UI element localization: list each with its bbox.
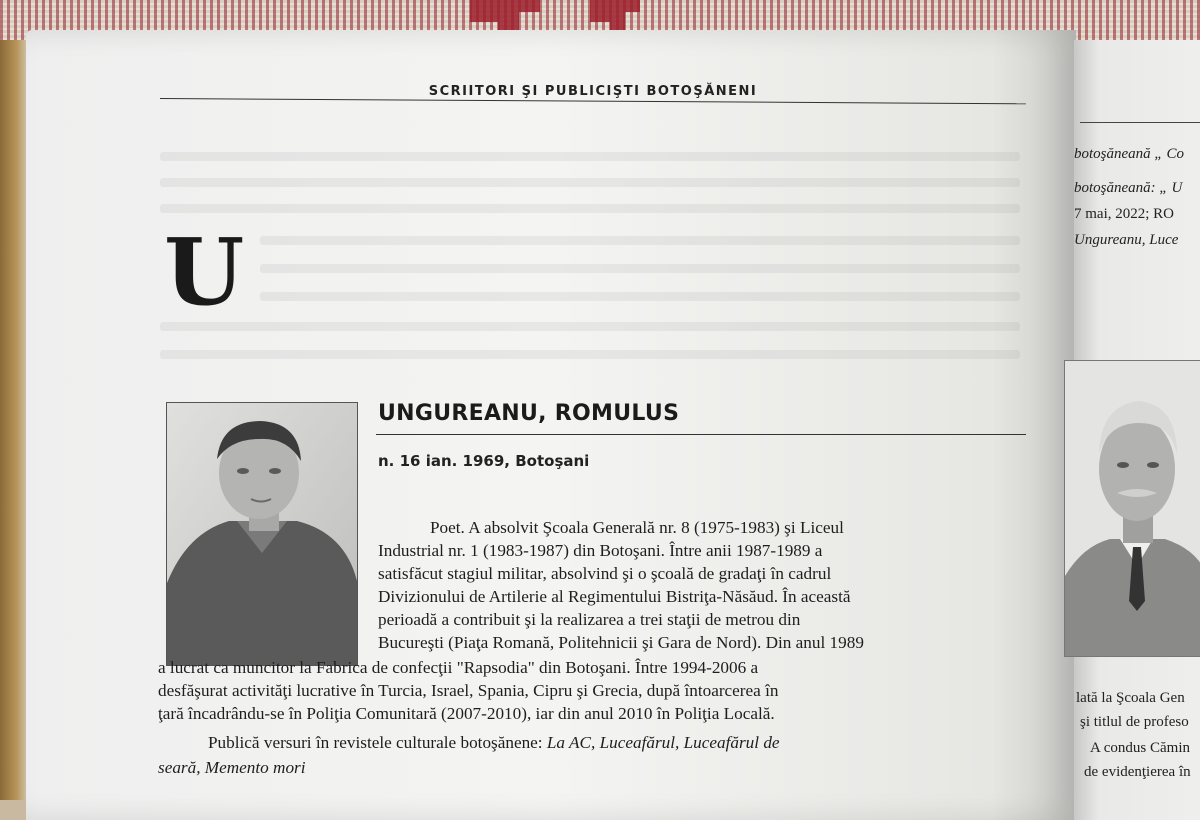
right-page-line: 7 mai, 2022; RO — [1074, 206, 1174, 222]
publications-line — [208, 731, 780, 754]
show-through-text — [160, 204, 1020, 213]
second-author-photo — [1064, 360, 1200, 657]
right-page-line: şi titlul de profeso — [1080, 714, 1189, 730]
show-through-text — [160, 350, 1020, 359]
bio-line: Divizionului de Artilerie al Regimentului Bistriţa-Năsăud. În această — [378, 587, 851, 606]
right-page-line: botoşăneană: „ U — [1074, 180, 1183, 196]
bio-line: ţară încadrându-se în Poliţia Comunitară (2007-2010), iar din anul 2010 în Poliţia Locală. — [158, 704, 775, 723]
publications-titles: La AC, Luceafărul, Luceafărul de — [546, 733, 780, 752]
bio-line: perioadă a contribuit şi la realizarea a trei staţii de metrou din — [378, 610, 801, 629]
publications-continuation: seară, Memento mori — [158, 758, 306, 777]
show-through-text — [160, 152, 1020, 161]
name-rule — [376, 434, 1026, 435]
show-through-text — [160, 178, 1020, 187]
author-photo — [166, 402, 358, 666]
right-page-line: botoşăneană „ Co — [1074, 146, 1185, 162]
bio-line: satisfăcut stagiul militar, absolvind şi o şcoală de gradaţi în cadrul — [378, 564, 832, 583]
birth-info: n. 16 ian. 1969, Botoşani — [378, 452, 590, 470]
section-letter: U — [164, 218, 245, 326]
bio-line: Industrial nr. 1 (1983-1987) din Botoşani. Între anii 1987-1989 a — [378, 541, 823, 560]
show-through-text — [260, 236, 1020, 245]
entry-name: UNGUREANU, ROMULUS — [378, 401, 680, 426]
right-page-rule — [1080, 122, 1200, 123]
bio-line: Bucureşti (Piaţa Romană, Politehnicii şi Gara de Nord). Din anul 1989 — [378, 633, 864, 652]
right-page-line: lată la Şcoala Gen — [1076, 690, 1185, 706]
right-page-line: A condus Cămin — [1090, 740, 1190, 756]
show-through-text — [160, 322, 1020, 331]
bio-line: a lucrat ca muncitor la Fabrica de confecţii "Rapsodia" din Botoşani. Între 1994-2006 a — [158, 658, 759, 677]
book-cover-edge — [0, 40, 28, 800]
running-head: SCRIITORI ŞI PUBLICIŞTI BOTOŞĂNENI — [428, 84, 758, 99]
publications-prefix: Publică versuri în revistele culturale botoşănene: — [208, 733, 547, 752]
bio-line: Poet. A absolvit Şcoala Generală nr. 8 (1975-1983) şi Liceul — [430, 518, 844, 537]
right-page-line: de evidenţierea în — [1084, 764, 1191, 780]
show-through-text — [260, 264, 1020, 273]
show-through-text — [260, 292, 1020, 301]
right-page-line: Ungureanu, Luce — [1074, 232, 1179, 248]
bio-line: desfăşurat activităţi lucrative în Turcia, Israel, Spania, Cipru şi Grecia, după întoarcerea în — [158, 681, 779, 700]
